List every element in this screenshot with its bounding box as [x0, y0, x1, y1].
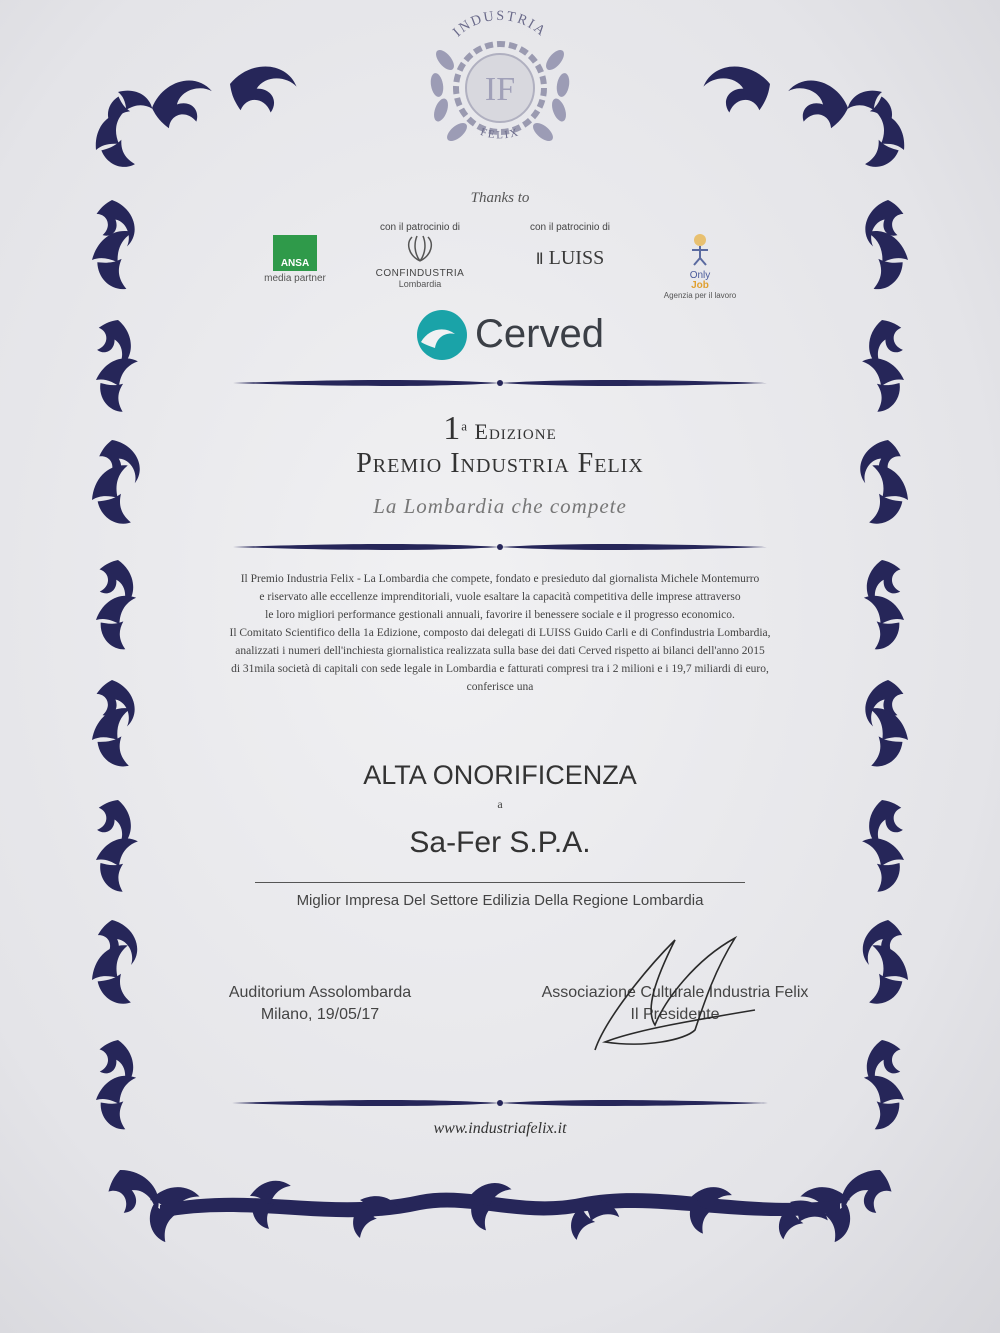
ansa-logo-text: ANSA — [280, 258, 310, 269]
confindustria-logo — [365, 222, 475, 289]
recipient-company: Sa-Fer S.P.A. — [409, 826, 591, 859]
award-category: Miglior Impresa Del Settore Edilizia Della Regione Lombardia — [296, 892, 704, 909]
emblem-monogram: IF — [484, 71, 516, 108]
body-line: e riservato alle eccellenze imprenditoriali, vuole esaltare la capacità competitiva delle imprese attraverso — [259, 591, 741, 603]
confindustria-name: CONFINDUSTRIA — [375, 268, 465, 279]
body-line: conferisce una — [466, 681, 534, 693]
emblem-top-text: INDUSTRIA — [450, 8, 550, 41]
edition-word: Edizione — [474, 419, 557, 444]
onlyjob-logo — [655, 232, 745, 300]
emblem-bottom-text: FELIX — [478, 126, 522, 142]
website-url: www.industriafelix.it — [433, 1120, 567, 1137]
divider-middle — [233, 540, 767, 554]
certificate-body — [0, 570, 1000, 696]
cerved-name: Cerved — [475, 312, 604, 356]
onlyjob-caption: Agenzia per il lavoro — [663, 291, 737, 300]
association-name: Associazione Culturale Industria Felix — [541, 984, 809, 1001]
award-title: Premio Industria Felix — [356, 448, 644, 479]
industria-felix-emblem — [405, 0, 595, 170]
ansa-green-box — [273, 235, 317, 271]
body-line: Il Premio Industria Felix - La Lombardia che compete, fondato e presieduto dal giornalista Michele Montemurro — [240, 573, 760, 585]
honor-to: a — [497, 797, 503, 811]
luiss-patronage-label: con il patrocinio di — [529, 222, 611, 233]
divider-bottom — [232, 1096, 768, 1110]
award-motto: La Lombardia che compete — [373, 494, 627, 518]
event-date: Milano, 19/05/17 — [260, 1006, 380, 1023]
onlyjob-figure-icon — [686, 232, 714, 266]
cerved-logo — [415, 308, 605, 364]
body-line: le loro migliori performance gestionali annuali, favorire il benessere sociale e il progresso economico. — [265, 609, 735, 621]
event-venue: Auditorium Assolombarda — [228, 984, 412, 1001]
body-line: Il Comitato Scientifico della 1a Edizione, composto dai delegati di LUISS Guido Carli e di Confindustria Lombardia, — [229, 627, 771, 639]
confindustria-mark-icon — [400, 233, 440, 263]
divider-top — [233, 376, 767, 390]
svg-text:FELIX — [479, 126, 521, 141]
svg-text:INDUSTRIA — [450, 9, 549, 40]
confindustria-patronage-label: con il patrocinio di — [379, 222, 461, 233]
luiss-logo — [515, 222, 625, 270]
ansa-logo — [255, 235, 335, 284]
president-label: Il Presidente — [630, 1006, 720, 1023]
body-line: analizzati i numeri dell'inchiesta giornalistica realizzata sulla base dei dati Cerved rispetto ai bilanci dell'anno 2015 — [235, 645, 765, 657]
honor-title: ALTA ONORIFICENZA — [363, 760, 637, 790]
thanks-to-label: Thanks to — [470, 190, 530, 206]
cerved-wave-icon — [415, 308, 469, 362]
onlyjob-name-2: Job — [691, 280, 709, 291]
ansa-caption: media partner — [264, 273, 326, 284]
edition-sup: a — [461, 418, 468, 434]
edition-number: 1 — [443, 410, 462, 447]
recipient-underline — [255, 882, 745, 883]
body-line: di 31mila società di capitali con sede legale in Lombardia e fatturati compresi tra i 2 milioni e i 19,7 miliardi di euro, — [231, 663, 769, 675]
luiss-column-icon: Ⅱ — [535, 251, 544, 268]
luiss-name: LUISS — [548, 247, 605, 269]
confindustria-sub: Lombardia — [398, 279, 442, 289]
president-signature — [585, 930, 765, 1060]
onlyjob-name-1: Only — [689, 270, 711, 281]
edition-line — [0, 410, 1000, 448]
event-place — [195, 982, 445, 1026]
